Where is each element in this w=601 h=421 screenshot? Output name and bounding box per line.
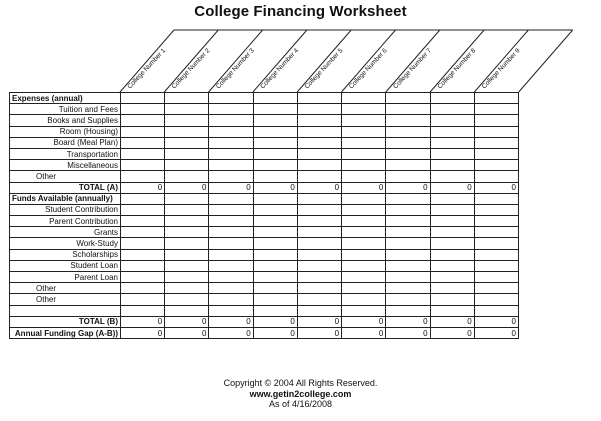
value-cell[interactable]: [297, 160, 341, 171]
value-cell[interactable]: [386, 160, 430, 171]
value-cell[interactable]: 0: [342, 316, 386, 327]
value-cell[interactable]: [386, 305, 430, 316]
value-cell[interactable]: 0: [386, 316, 430, 327]
value-cell[interactable]: [430, 171, 474, 182]
value-cell[interactable]: [430, 294, 474, 305]
table-row: [10, 260, 519, 271]
column-header-label: College Number 8: [436, 47, 478, 91]
row-label: Expenses (annual): [10, 93, 121, 104]
value-cell[interactable]: [253, 160, 297, 171]
value-cell[interactable]: [297, 171, 341, 182]
value-cell[interactable]: 0: [209, 182, 253, 193]
table-row: [10, 305, 519, 316]
value-cell[interactable]: [386, 171, 430, 182]
value-cell[interactable]: [474, 115, 518, 126]
value-cell[interactable]: 0: [430, 182, 474, 193]
value-cell[interactable]: [121, 294, 165, 305]
value-cell[interactable]: [165, 260, 209, 271]
value-cell[interactable]: [209, 227, 253, 238]
column-header-label: College Number 4: [259, 47, 301, 91]
value-cell[interactable]: [297, 148, 341, 159]
value-cell[interactable]: [342, 238, 386, 249]
row-label: Other: [10, 283, 121, 294]
value-cell[interactable]: [474, 227, 518, 238]
value-cell[interactable]: [297, 283, 341, 294]
row-label: Grants: [10, 227, 121, 238]
value-cell[interactable]: [121, 227, 165, 238]
footer: [0, 378, 601, 410]
value-cell[interactable]: [386, 283, 430, 294]
value-cell[interactable]: [474, 294, 518, 305]
column-header-label: College Number 6: [347, 47, 389, 91]
value-cell[interactable]: [209, 238, 253, 249]
value-cell[interactable]: 0: [474, 316, 518, 327]
value-cell[interactable]: [297, 104, 341, 115]
value-cell[interactable]: [474, 216, 518, 227]
value-cell[interactable]: [121, 115, 165, 126]
value-cell[interactable]: [165, 294, 209, 305]
value-cell[interactable]: [253, 193, 297, 204]
value-cell[interactable]: [253, 272, 297, 283]
revision-date: As of 4/16/2008: [268, 399, 333, 409]
row-label: Books and Supplies: [10, 115, 121, 126]
row-label: TOTAL (A): [10, 182, 121, 193]
row-label: Work-Study: [10, 238, 121, 249]
row-label: Scholarships: [10, 249, 121, 260]
value-cell[interactable]: [253, 294, 297, 305]
value-cell[interactable]: [253, 204, 297, 215]
value-cell[interactable]: [386, 115, 430, 126]
value-cell[interactable]: [430, 126, 474, 137]
row-label: Other: [10, 171, 121, 182]
value-cell[interactable]: [474, 160, 518, 171]
value-cell[interactable]: 0: [474, 327, 518, 338]
header-divider: [519, 30, 573, 92]
value-cell[interactable]: 0: [430, 327, 474, 338]
row-label: Transportation: [10, 148, 121, 159]
table-row: [10, 126, 519, 137]
value-cell[interactable]: [297, 249, 341, 260]
value-cell[interactable]: [474, 283, 518, 294]
value-cell[interactable]: [253, 249, 297, 260]
value-cell[interactable]: [430, 93, 474, 104]
value-cell[interactable]: [209, 115, 253, 126]
value-cell[interactable]: [474, 272, 518, 283]
value-cell[interactable]: [165, 305, 209, 316]
value-cell[interactable]: 0: [297, 327, 341, 338]
value-cell[interactable]: [253, 126, 297, 137]
value-cell[interactable]: [342, 137, 386, 148]
value-cell[interactable]: [253, 305, 297, 316]
table-row: [10, 171, 519, 182]
value-cell[interactable]: [297, 227, 341, 238]
value-cell[interactable]: [121, 126, 165, 137]
value-cell[interactable]: [121, 260, 165, 271]
value-cell[interactable]: [386, 204, 430, 215]
value-cell[interactable]: [430, 260, 474, 271]
column-header-label: College Number 7: [392, 47, 433, 91]
column-header-label: College Number 2: [170, 47, 212, 91]
value-cell[interactable]: 0: [253, 327, 297, 338]
value-cell[interactable]: 0: [121, 327, 165, 338]
value-cell[interactable]: [342, 104, 386, 115]
value-cell[interactable]: [474, 260, 518, 271]
value-cell[interactable]: [121, 160, 165, 171]
row-label: Miscellaneous: [10, 160, 121, 171]
value-cell[interactable]: [209, 148, 253, 159]
value-cell[interactable]: [209, 305, 253, 316]
row-label: TOTAL (B): [10, 316, 121, 327]
value-cell[interactable]: [430, 227, 474, 238]
table-row: [10, 115, 519, 126]
value-cell[interactable]: [474, 238, 518, 249]
value-cell[interactable]: [253, 148, 297, 159]
table-row: [10, 283, 519, 294]
column-header-label: College Number 1: [126, 47, 168, 91]
value-cell[interactable]: [430, 249, 474, 260]
value-cell[interactable]: [342, 204, 386, 215]
value-cell[interactable]: [430, 193, 474, 204]
value-cell[interactable]: [121, 272, 165, 283]
value-cell[interactable]: [297, 305, 341, 316]
value-cell[interactable]: [165, 148, 209, 159]
row-label: Tuition and Fees: [10, 104, 121, 115]
value-cell[interactable]: [209, 93, 253, 104]
value-cell[interactable]: [209, 272, 253, 283]
value-cell[interactable]: [430, 216, 474, 227]
row-label: Parent Loan: [10, 272, 121, 283]
value-cell[interactable]: [386, 249, 430, 260]
table-row: [10, 272, 519, 283]
value-cell[interactable]: [386, 126, 430, 137]
value-cell[interactable]: [165, 160, 209, 171]
value-cell[interactable]: [342, 126, 386, 137]
value-cell[interactable]: [297, 115, 341, 126]
value-cell[interactable]: [165, 171, 209, 182]
value-cell[interactable]: 0: [297, 182, 341, 193]
value-cell[interactable]: [297, 238, 341, 249]
value-cell[interactable]: [121, 249, 165, 260]
value-cell[interactable]: [209, 249, 253, 260]
value-cell[interactable]: 0: [165, 327, 209, 338]
value-cell[interactable]: [386, 193, 430, 204]
value-cell[interactable]: [430, 115, 474, 126]
value-cell[interactable]: [342, 294, 386, 305]
value-cell[interactable]: 0: [121, 182, 165, 193]
value-cell[interactable]: [165, 272, 209, 283]
value-cell[interactable]: 0: [253, 182, 297, 193]
value-cell[interactable]: [121, 171, 165, 182]
value-cell[interactable]: [209, 137, 253, 148]
value-cell[interactable]: [253, 283, 297, 294]
value-cell[interactable]: [342, 283, 386, 294]
value-cell[interactable]: 0: [342, 182, 386, 193]
value-cell[interactable]: [430, 238, 474, 249]
value-cell[interactable]: [209, 171, 253, 182]
value-cell[interactable]: 0: [386, 182, 430, 193]
value-cell[interactable]: [121, 93, 165, 104]
value-cell[interactable]: [386, 260, 430, 271]
table-row: [10, 160, 519, 171]
value-cell[interactable]: [253, 238, 297, 249]
value-cell[interactable]: [342, 171, 386, 182]
value-cell[interactable]: [209, 204, 253, 215]
value-cell[interactable]: [253, 104, 297, 115]
row-label: Annual Funding Gap (A-B)): [10, 327, 121, 338]
value-cell[interactable]: [209, 193, 253, 204]
column-header-label: College Number 9: [480, 47, 522, 91]
value-cell[interactable]: [297, 216, 341, 227]
value-cell[interactable]: [297, 93, 341, 104]
value-cell[interactable]: [165, 193, 209, 204]
value-cell[interactable]: [165, 238, 209, 249]
value-cell[interactable]: [209, 216, 253, 227]
table-row: [10, 137, 519, 148]
worksheet-title: College Financing Worksheet: [194, 3, 407, 20]
value-cell[interactable]: [386, 227, 430, 238]
value-cell[interactable]: [386, 148, 430, 159]
table-row: [10, 327, 519, 338]
table-row: [10, 294, 519, 305]
worksheet-table: [9, 92, 519, 339]
value-cell[interactable]: [474, 305, 518, 316]
value-cell[interactable]: 0: [121, 316, 165, 327]
value-cell[interactable]: [121, 283, 165, 294]
row-label: Other: [10, 294, 121, 305]
row-label: Student Contribution: [10, 204, 121, 215]
value-cell[interactable]: [430, 137, 474, 148]
value-cell[interactable]: [297, 294, 341, 305]
value-cell[interactable]: [165, 283, 209, 294]
table-row: [10, 227, 519, 238]
column-header-label: College Number 5: [303, 47, 345, 91]
value-cell[interactable]: [342, 193, 386, 204]
value-cell[interactable]: [209, 126, 253, 137]
value-cell[interactable]: [474, 249, 518, 260]
value-cell[interactable]: 0: [386, 327, 430, 338]
value-cell[interactable]: [430, 160, 474, 171]
value-cell[interactable]: [342, 93, 386, 104]
table-row: [10, 216, 519, 227]
row-label: Funds Available (annually): [10, 193, 121, 204]
value-cell[interactable]: [430, 283, 474, 294]
value-cell[interactable]: [121, 104, 165, 115]
row-label: Student Loan: [10, 260, 121, 271]
table-row: [10, 193, 519, 204]
table-row: [10, 204, 519, 215]
row-label: Board (Meal Plan): [10, 137, 121, 148]
value-cell[interactable]: [474, 104, 518, 115]
value-cell[interactable]: [253, 216, 297, 227]
value-cell[interactable]: [297, 126, 341, 137]
value-cell[interactable]: [121, 193, 165, 204]
copyright-text: Copyright © 2004 All Rights Reserved.: [223, 378, 378, 388]
value-cell[interactable]: [297, 137, 341, 148]
value-cell[interactable]: [386, 93, 430, 104]
value-cell[interactable]: 0: [297, 316, 341, 327]
value-cell[interactable]: [342, 249, 386, 260]
value-cell[interactable]: [342, 148, 386, 159]
value-cell[interactable]: [121, 148, 165, 159]
value-cell[interactable]: [253, 93, 297, 104]
value-cell[interactable]: [253, 227, 297, 238]
value-cell[interactable]: [297, 193, 341, 204]
value-cell[interactable]: 0: [209, 327, 253, 338]
value-cell[interactable]: [165, 249, 209, 260]
value-cell[interactable]: [209, 294, 253, 305]
value-cell[interactable]: [342, 115, 386, 126]
value-cell[interactable]: [474, 148, 518, 159]
row-label: Parent Contribution: [10, 216, 121, 227]
value-cell[interactable]: [121, 204, 165, 215]
value-cell[interactable]: 0: [342, 327, 386, 338]
value-cell[interactable]: [474, 126, 518, 137]
value-cell[interactable]: [474, 137, 518, 148]
value-cell[interactable]: [165, 227, 209, 238]
table-row: [10, 316, 519, 327]
value-cell[interactable]: [209, 260, 253, 271]
value-cell[interactable]: [430, 148, 474, 159]
value-cell[interactable]: 0: [165, 182, 209, 193]
value-cell[interactable]: [342, 227, 386, 238]
value-cell[interactable]: [386, 272, 430, 283]
value-cell[interactable]: [474, 193, 518, 204]
value-cell[interactable]: [342, 160, 386, 171]
value-cell[interactable]: [342, 216, 386, 227]
value-cell[interactable]: 0: [165, 316, 209, 327]
value-cell[interactable]: [253, 171, 297, 182]
table-row: [10, 238, 519, 249]
value-cell[interactable]: [253, 260, 297, 271]
value-cell[interactable]: [386, 137, 430, 148]
value-cell[interactable]: [474, 171, 518, 182]
value-cell[interactable]: [342, 272, 386, 283]
value-cell[interactable]: [386, 294, 430, 305]
value-cell[interactable]: [297, 204, 341, 215]
value-cell[interactable]: 0: [474, 182, 518, 193]
value-cell[interactable]: [430, 305, 474, 316]
value-cell[interactable]: [430, 272, 474, 283]
value-cell[interactable]: [165, 93, 209, 104]
table-row: [10, 93, 519, 104]
table-row: [10, 249, 519, 260]
value-cell[interactable]: [253, 137, 297, 148]
value-cell[interactable]: [386, 238, 430, 249]
row-label: Room (Housing): [10, 126, 121, 137]
value-cell[interactable]: [121, 216, 165, 227]
value-cell[interactable]: [165, 115, 209, 126]
value-cell[interactable]: [342, 305, 386, 316]
value-cell[interactable]: [121, 137, 165, 148]
value-cell[interactable]: [297, 272, 341, 283]
value-cell[interactable]: [474, 93, 518, 104]
value-cell[interactable]: [297, 260, 341, 271]
value-cell[interactable]: [165, 204, 209, 215]
value-cell[interactable]: [474, 204, 518, 215]
value-cell[interactable]: [430, 204, 474, 215]
value-cell[interactable]: [121, 305, 165, 316]
value-cell[interactable]: [209, 104, 253, 115]
value-cell[interactable]: 0: [430, 316, 474, 327]
value-cell[interactable]: [386, 216, 430, 227]
column-headers: [0, 0, 601, 100]
table-row: [10, 104, 519, 115]
value-cell[interactable]: [209, 160, 253, 171]
table-row: [10, 148, 519, 159]
value-cell[interactable]: [165, 216, 209, 227]
table-row: [10, 182, 519, 193]
row-label: [10, 305, 121, 316]
value-cell[interactable]: [342, 260, 386, 271]
value-cell[interactable]: 0: [253, 316, 297, 327]
column-header-label: College Number 3: [214, 47, 256, 91]
value-cell[interactable]: [165, 126, 209, 137]
website-link[interactable]: www.getin2college.com: [249, 388, 352, 399]
value-cell[interactable]: 0: [209, 316, 253, 327]
value-cell[interactable]: [121, 238, 165, 249]
value-cell[interactable]: [430, 104, 474, 115]
value-cell[interactable]: [386, 104, 430, 115]
value-cell[interactable]: [165, 137, 209, 148]
value-cell[interactable]: [165, 104, 209, 115]
value-cell[interactable]: [209, 283, 253, 294]
value-cell[interactable]: [253, 115, 297, 126]
